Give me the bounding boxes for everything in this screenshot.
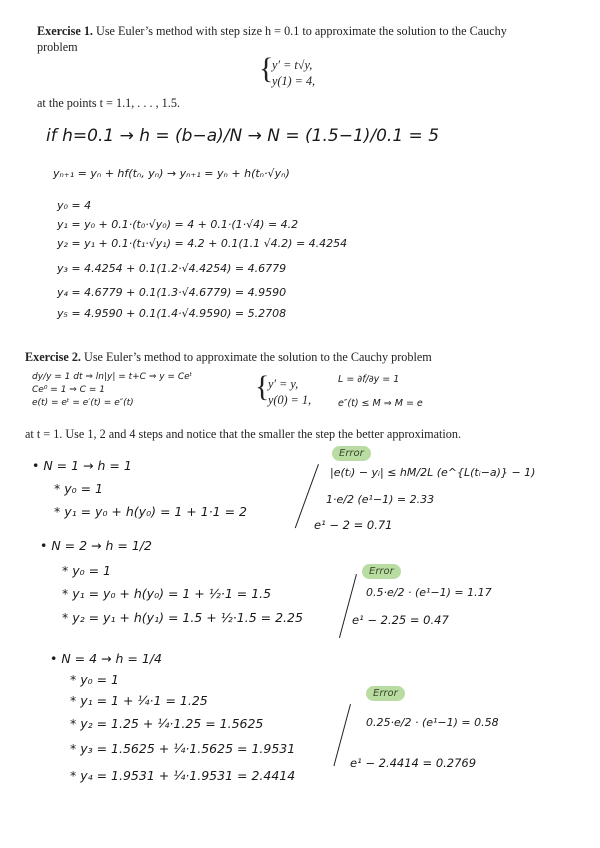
case-n1-error-bound: 1·e/2 (e¹−1) = 2.33 (326, 493, 435, 506)
case-n4-y0: * y₀ = 1 (70, 672, 120, 687)
exercise-1-equation-2: y(1) = 4, (272, 74, 316, 88)
error-bound-formula: |e(tᵢ) − yᵢ| ≤ hM/2L (e^{L(tᵢ−a)} − 1) (330, 466, 536, 479)
case-n1-y0: * y₀ = 1 (54, 481, 104, 496)
error-badge-1: Error (332, 446, 371, 461)
exercise-1-line-2: problem (37, 40, 78, 54)
y0-value: y₀ = 4 (57, 199, 92, 212)
case-n2-actual-error: e¹ − 2.25 = 0.47 (352, 613, 449, 627)
case-n4-error-bound: 0.25·e/2 · (e¹−1) = 0.58 (366, 716, 499, 729)
separator-line-2 (339, 574, 357, 638)
error-badge-3: Error (366, 686, 405, 701)
case-n4-y3: * y₃ = 1.5625 + ¼·1.5625 = 1.9531 (70, 741, 296, 756)
case-n4-y1: * y₁ = 1 + ¼·1 = 1.25 (70, 693, 208, 708)
separation-of-variables: dy/y = 1 dt ⇒ ln|y| = t+C ⇒ y = Ceᵗ (32, 372, 193, 382)
step-size-derivation: if h=0.1 → h = (b−a)/N → N = (1.5−1)/0.1 = 5 (46, 126, 440, 146)
exercise-2-text: Use Euler’s method to approximate the solution to the Cauchy problem (84, 350, 432, 364)
exercise-2-line-1 (25, 350, 432, 365)
exercise-1-points: at the points t = 1.1, . . . , 1.5. (37, 96, 180, 110)
case-n2-y2: * y₂ = y₁ + h(y₁) = 1.5 + ½·1.5 = 2.25 (62, 610, 303, 625)
y4-computation: y₄ = 4.6779 + 0.1(1.3·√4.6779) = 4.9590 (57, 286, 287, 299)
exercise-2-equation-2: y(0) = 1, (268, 393, 312, 407)
system-brace-2: { (255, 370, 270, 403)
euler-formula: yₙ₊₁ = yₙ + hf(tₙ, yₙ) → yₙ₊₁ = yₙ + h(tₙ·√yₙ) (53, 167, 290, 180)
case-n4-y4: * y₄ = 1.9531 + ¼·1.9531 = 2.4414 (70, 768, 296, 783)
y5-computation: y₅ = 4.9590 + 0.1(1.4·√4.9590) = 5.2708 (57, 307, 287, 320)
exercise-2-line-2: at t = 1. Use 1, 2 and 4 steps and notice that the smaller the step the better approximation. (25, 427, 462, 441)
y2-computation: y₂ = y₁ + 0.1·(t₁·√y₁) = 4.2 + 0.1(1.1 √4.2) = 4.4254 (57, 237, 348, 250)
case-n2-y1: * y₁ = y₀ + h(y₀) = 1 + ½·1 = 1.5 (62, 586, 272, 601)
constant-solution: Ce⁰ = 1 ⇒ C = 1 (32, 385, 105, 395)
case-n2-y0: * y₀ = 1 (62, 563, 112, 578)
y1-computation: y₁ = y₀ + 0.1·(t₀·√y₀) = 4 + 0.1·(1·√4) = 4.2 (57, 218, 299, 231)
exercise-2-heading: Exercise 2. (25, 350, 81, 364)
case-n2-title: • N = 2 → h = 1/2 (40, 538, 152, 553)
exercise-2-equation-1: y′ = y, (268, 377, 299, 391)
lipschitz-constant: L = ∂f/∂y = 1 (338, 374, 400, 385)
separator-line-3 (333, 704, 351, 766)
y3-computation: y₃ = 4.4254 + 0.1(1.2·√4.4254) = 4.6779 (57, 262, 287, 275)
case-n4-title: • N = 4 → h = 1/4 (50, 651, 162, 666)
exercise-1-equation-1: y′ = t√y, (272, 58, 313, 72)
exact-solution: e(t) = eᵗ = e′(t) = e″(t) (32, 398, 134, 408)
error-badge-2: Error (362, 564, 401, 579)
case-n1-title: • N = 1 → h = 1 (32, 458, 132, 473)
case-n4-y2: * y₂ = 1.25 + ¼·1.25 = 1.5625 (70, 716, 264, 731)
exercise-1-heading: Exercise 1. (37, 24, 93, 38)
case-n2-error-bound: 0.5·e/2 · (e¹−1) = 1.17 (366, 586, 492, 599)
bound-m: e″(t) ≤ M ⇒ M = e (338, 398, 423, 409)
exercise-1-text: Use Euler’s method with step size h = 0.1 to approximate the solution to the Cauchy (96, 24, 507, 38)
exercise-1-line-1 (37, 24, 507, 39)
case-n1-actual-error: e¹ − 2 = 0.71 (314, 518, 393, 532)
case-n4-actual-error: e¹ − 2.4414 = 0.2769 (350, 756, 477, 770)
system-brace: { (259, 52, 274, 85)
case-n1-y1: * y₁ = y₀ + h(y₀) = 1 + 1·1 = 2 (54, 504, 248, 519)
